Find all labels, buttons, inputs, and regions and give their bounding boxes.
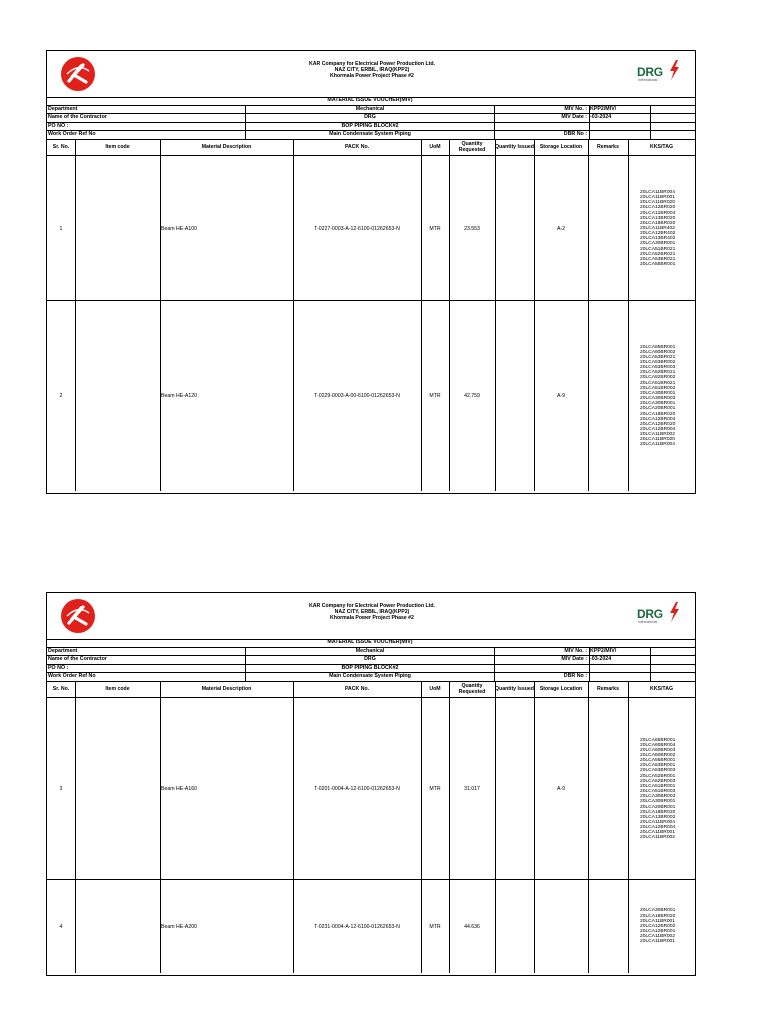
work-order-row — [47, 131, 695, 140]
contractor-row — [47, 656, 695, 665]
department-value: Mechanical — [355, 647, 385, 654]
cell-remarks — [588, 156, 628, 301]
cell-qty-req: 44.636 — [464, 923, 480, 930]
department-meta-label: MIV No. : — [564, 105, 587, 112]
column-divider — [421, 682, 422, 973]
column-divider — [293, 682, 294, 973]
contractor-meta-label: MIV Date : — [561, 656, 587, 663]
table-row — [47, 698, 695, 880]
kks-tag-list: 20LCA30BR001 20LCA18BR020 20LCA11BR001 20LCA12BR002 20LCA12BR001 20LCA11BR002 20LCA11BR001 — [640, 908, 676, 945]
contractor-label: Name of the Contractor — [48, 656, 107, 663]
table-row — [47, 301, 695, 491]
column-divider — [628, 682, 629, 973]
info-divider — [494, 106, 495, 140]
company-city: NAZ CITY, ERBIL, IRAQ(KPP2) — [334, 609, 410, 615]
info-divider — [589, 106, 590, 140]
cell-qty-issued — [495, 301, 534, 491]
drg-logo-sub: International — [638, 620, 658, 624]
column-header-row — [47, 140, 695, 156]
column-divider — [534, 140, 535, 491]
po-value: BOP PIPING BLOCK#2 — [341, 664, 399, 671]
department-label: Department — [48, 105, 78, 112]
column-divider — [421, 140, 422, 491]
cell-remarks — [588, 301, 628, 491]
cell-qty-req: 42.759 — [464, 393, 480, 399]
column-divider — [293, 140, 294, 491]
column-divider — [449, 682, 450, 973]
cell-item-code — [75, 156, 160, 301]
column-divider — [628, 140, 629, 491]
column-header-uom: UoM — [429, 686, 441, 693]
drg-logo — [637, 63, 687, 87]
column-header-uom: UoM — [429, 144, 441, 151]
cell-qty-issued — [495, 880, 534, 973]
column-header-remarks: Remarks — [597, 144, 619, 151]
project-name: Khormala Power Project Phase #2 — [330, 615, 414, 621]
department-value: Mechanical — [355, 105, 385, 112]
cell-sr: 3 — [59, 786, 63, 792]
cell-remarks — [588, 698, 628, 880]
company-block — [247, 603, 497, 621]
miv-sheet — [46, 50, 696, 494]
cell-uom: MTR — [429, 393, 441, 399]
cell-sr: 2 — [59, 393, 63, 399]
column-divider — [588, 140, 589, 491]
column-divider — [534, 682, 535, 973]
cell-location: A-9 — [556, 393, 566, 399]
column-divider — [588, 682, 589, 973]
column-header-qty-issued: Quantity Issued — [495, 144, 534, 151]
column-header-kks: KKS/TAG — [650, 686, 673, 693]
contractor-meta-label: MIV Date : — [561, 114, 587, 121]
cell-pack: T-0229-0003-A-00-6100-01262653-N — [314, 393, 400, 399]
voucher-title: MATERIAL ISSUE VOUCHER(MIV) — [327, 97, 413, 103]
voucher-title-row — [47, 97, 695, 106]
drg-logo-text: DRG — [637, 607, 663, 621]
column-divider — [75, 682, 76, 973]
voucher-title-row — [47, 639, 695, 648]
cell-uom: MTR — [429, 923, 441, 930]
company-block — [247, 61, 497, 79]
cell-uom: MTR — [429, 786, 441, 792]
kks-tag-list: 20LCA65BR001 20LCA60BR002 20LCA53BR021 20LCA53BR002 20LCA53BR003 20LCA52BR021 20LCA52BR002 20LCA51BR021 20LCA51BR002 20LCA30BR001 20LCA30BR003 20LCA30BR001 20LCA20BR001 20LCA18BR020 20LCA12BR004 20LCA12BR020 20LCA12BR004 20LCA11BR002 20LCA11BR020 20LCA11BR004 — [640, 344, 676, 448]
voucher-title: MATERIAL ISSUE VOUCHER(MIV) — [327, 639, 413, 645]
column-header-description: Material Description — [201, 686, 252, 693]
department-meta-label: MIV No. : — [564, 647, 587, 654]
work-order-label: Work Order Ref No — [48, 131, 96, 138]
sheet-header — [47, 51, 695, 98]
company-name: KAR Company for Electrical Power Production Ltd. — [309, 603, 435, 609]
po-row — [47, 665, 695, 674]
drg-logo — [637, 605, 687, 629]
column-divider — [160, 682, 161, 973]
info-divider — [245, 648, 246, 682]
column-header-location: Storage Location — [539, 686, 583, 693]
department-meta-value: KPP2/MIV/ — [590, 105, 617, 112]
contractor-value: DRG — [364, 656, 376, 663]
work-order-meta-label: DBR No : — [563, 673, 587, 680]
column-divider — [160, 140, 161, 491]
info-divider — [589, 648, 590, 682]
column-header-qty-req: Quantity Requested — [458, 141, 486, 153]
kks-tag-list: 20LCA65BR001 20LCA60BR004 20LCA60BR003 20LCA60BR002 20LCA55BR001 20LCA53BR001 20LCA53BR003 20LCA52BR001 20LCA52BR003 20LCA51BR001 20LCA51BR003 20LCA30BR003 20LCA30BR001 20LCA20BR001 20LCA18BR020 20LCA13BR002 20LCA11BR004 20LCA12BR004 20LCA11BR001 20LCA11BR002 — [640, 737, 676, 841]
lightning-icon — [668, 60, 680, 80]
contractor-meta-value: -03-2024 — [590, 114, 612, 121]
po-label: PO NO : — [48, 122, 69, 129]
cell-description: Beam HE-A200 — [161, 923, 198, 930]
column-header-qty-issued: Quantity Issued — [495, 686, 534, 693]
column-header-item-code: Item code — [105, 144, 130, 151]
drg-logo-sub: International — [638, 78, 658, 82]
cell-qty-req: 31.017 — [464, 786, 480, 792]
info-divider — [650, 106, 651, 140]
column-header-sr: Sr. No. — [52, 144, 70, 151]
cell-description: Beam HE-A100 — [161, 225, 198, 232]
drg-logo-text: DRG — [637, 65, 663, 79]
work-order-value: Main Condensate System Piping — [329, 673, 411, 680]
sheet-header — [47, 593, 695, 640]
cell-location: A-9 — [556, 786, 566, 792]
kar-logo-icon — [61, 57, 95, 91]
work-order-meta-label: DBR No : — [563, 131, 587, 138]
table-row — [47, 880, 695, 973]
cell-description: Beam HE-A120 — [161, 393, 198, 399]
lightning-icon — [668, 602, 680, 622]
column-divider — [75, 140, 76, 491]
column-header-sr: Sr. No. — [52, 686, 70, 693]
department-row — [47, 648, 695, 657]
cell-sr: 1 — [59, 225, 63, 232]
company-name: KAR Company for Electrical Power Production Ltd. — [309, 61, 435, 67]
department-meta-value: KPP2/MIV/ — [590, 647, 617, 654]
company-city: NAZ CITY, ERBIL, IRAQ(KPP2) — [334, 67, 410, 73]
info-divider — [494, 648, 495, 682]
cell-qty-req: 23.553 — [464, 225, 480, 232]
column-header-row — [47, 682, 695, 698]
cell-pack: T-0227-0003-A-12-6100-01262653-N — [314, 225, 400, 232]
column-divider — [495, 682, 496, 973]
po-row — [47, 123, 695, 132]
table-row — [47, 156, 695, 301]
project-name: Khormala Power Project Phase #2 — [330, 73, 414, 79]
contractor-label: Name of the Contractor — [48, 114, 107, 121]
contractor-value: DRG — [364, 114, 376, 121]
work-order-value: Main Condensate System Piping — [329, 131, 411, 138]
cell-description: Beam HE-A160 — [161, 786, 198, 792]
column-divider — [495, 140, 496, 491]
column-header-remarks: Remarks — [597, 686, 619, 693]
contractor-row — [47, 114, 695, 123]
cell-sr: 4 — [59, 923, 63, 930]
department-label: Department — [48, 647, 78, 654]
cell-location — [534, 880, 588, 973]
cell-uom: MTR — [429, 225, 441, 232]
cell-item-code — [75, 880, 160, 973]
cell-qty-issued — [495, 698, 534, 880]
kar-logo-icon — [61, 599, 95, 633]
column-header-location: Storage Location — [539, 144, 583, 151]
cell-location: A-2 — [556, 225, 566, 232]
department-row — [47, 106, 695, 115]
column-header-pack: PACK No. — [344, 686, 370, 693]
contractor-meta-value: -03-2024 — [590, 656, 612, 663]
column-header-kks: KKS/TAG — [650, 144, 673, 151]
cell-item-code — [75, 698, 160, 880]
cell-pack: T-0201-0004-A-12-6100-01262653-N — [314, 786, 400, 792]
po-value: BOP PIPING BLOCK#2 — [341, 122, 399, 129]
column-header-qty-req: Quantity Requested — [458, 683, 486, 695]
column-header-description: Material Description — [201, 144, 252, 151]
kks-tag-list: 20LCA11BR004 20LCA11BR001 20LCA11BR020 20LCA12BR020 20LCA12BR004 20LCA13BR020 20LCA18BR020 20LCA11BR402 20LCA12BR402 20LCA13BR402 20LCA30BR001 20LCA51BR021 20LCA52BR021 20LCA53BR021 20LCA55BR001 — [640, 189, 676, 268]
cell-remarks — [588, 880, 628, 973]
cell-item-code — [75, 301, 160, 491]
po-label: PO NO : — [48, 664, 69, 671]
kar-logo — [61, 57, 95, 91]
work-order-row — [47, 673, 695, 682]
column-divider — [449, 140, 450, 491]
column-header-item-code: Item code — [105, 686, 130, 693]
info-divider — [245, 106, 246, 140]
work-order-label: Work Order Ref No — [48, 673, 96, 680]
column-header-pack: PACK No. — [344, 144, 370, 151]
kar-logo — [61, 599, 95, 633]
cell-qty-issued — [495, 156, 534, 301]
miv-sheet — [46, 592, 696, 976]
info-divider — [650, 648, 651, 682]
cell-pack: T-0231-0004-A-12-6100-01262653-N — [314, 923, 400, 930]
